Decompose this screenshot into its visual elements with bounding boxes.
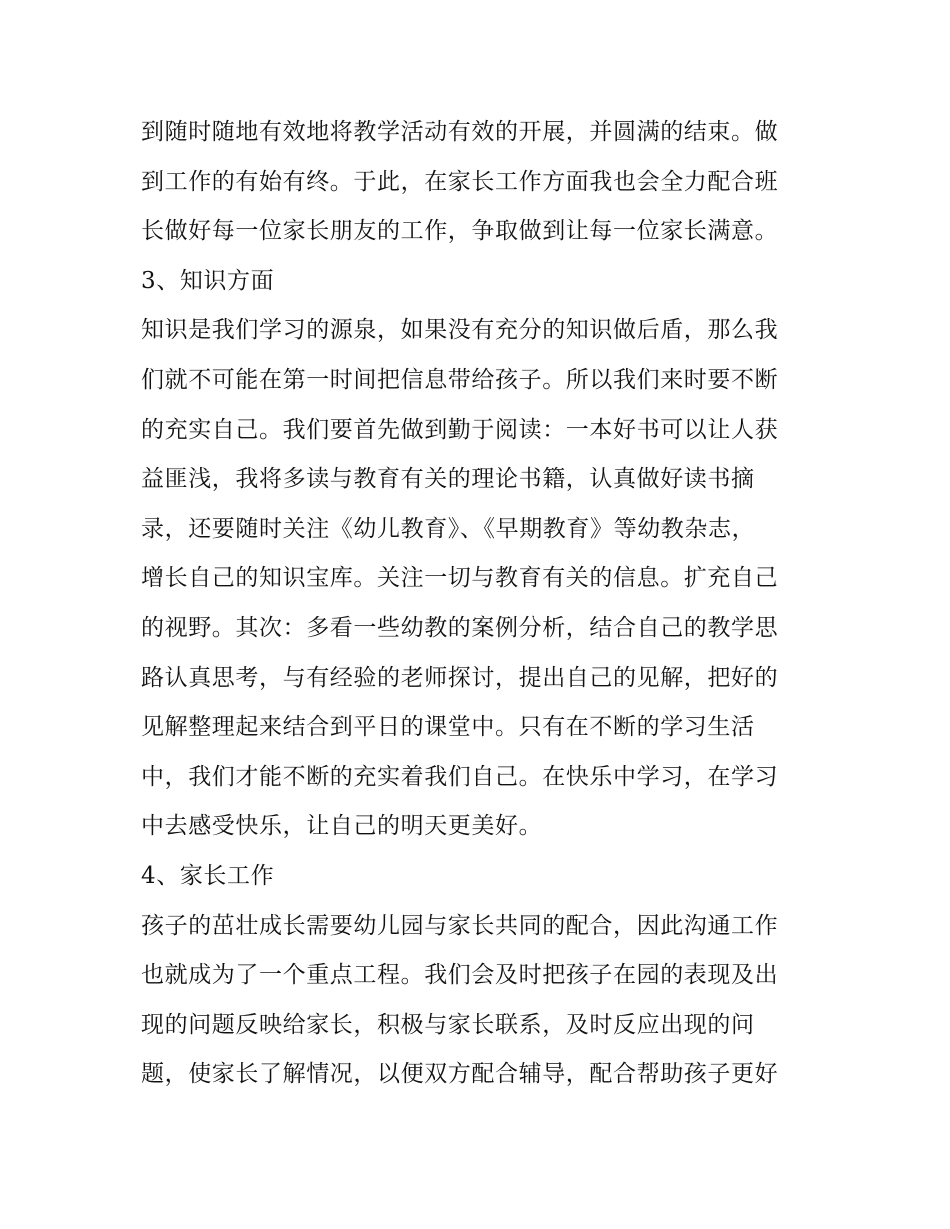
text-line: 长做好每一位家长朋友的工作，争取做到让每一位家长满意。 <box>141 218 779 245</box>
document-body <box>141 108 821 1100</box>
text-line: 的视野。其次：多看一些幼教的案例分析，结合自己的教学思 <box>141 614 779 641</box>
text-line: 增长自己的知识宝库。关注一切与教育有关的信息。扩充自己 <box>141 565 779 592</box>
text-line: 益匪浅，我将多读与教育有关的理论书籍，认真做好读书摘 <box>141 466 755 493</box>
text-line: 题，使家长了解情况，以便双方配合辅导，配合帮助孩子更好 <box>141 1061 779 1088</box>
text-line: 现的问题反映给家长，积极与家长联系，及时反应出现的问 <box>141 1011 755 1038</box>
section-heading-parent-work: 4、家长工作 <box>141 862 275 889</box>
text-line: 中去感受快乐，让自己的明天更美好。 <box>141 813 543 840</box>
text-line: 中，我们才能不断的充实着我们自己。在快乐中学习，在学习 <box>141 763 779 790</box>
section-heading-knowledge: 3、知识方面 <box>141 267 275 294</box>
text-line: 路认真思考，与有经验的老师探讨，提出自己的见解，把好的 <box>141 664 779 691</box>
text-line: 到随时随地有效地将教学活动有效的开展，并圆满的结束。做 <box>141 119 779 145</box>
text-line: 们就不可能在第一时间把信息带给孩子。所以我们来时要不断 <box>141 366 779 393</box>
text-line: 录，还要随时关注《幼儿教育》、《早期教育》等幼教杂志， <box>141 515 756 542</box>
text-line: 孩子的茁壮成长需要幼儿园与家长共同的配合，因此沟通工作 <box>141 912 779 939</box>
text-line: 也就成为了一个重点工程。我们会及时把孩子在园的表现及出 <box>141 962 779 989</box>
text-line: 知识是我们学习的源泉，如果没有充分的知识做后盾，那么我 <box>141 317 779 344</box>
text-line: 的充实自己。我们要首先做到勤于阅读：一本好书可以让人获 <box>141 416 779 443</box>
text-line: 到工作的有始有终。于此，在家长工作方面我也会全力配合班 <box>141 168 779 195</box>
text-line: 见解整理起来结合到平日的课堂中。只有在不断的学习生活 <box>141 714 755 741</box>
